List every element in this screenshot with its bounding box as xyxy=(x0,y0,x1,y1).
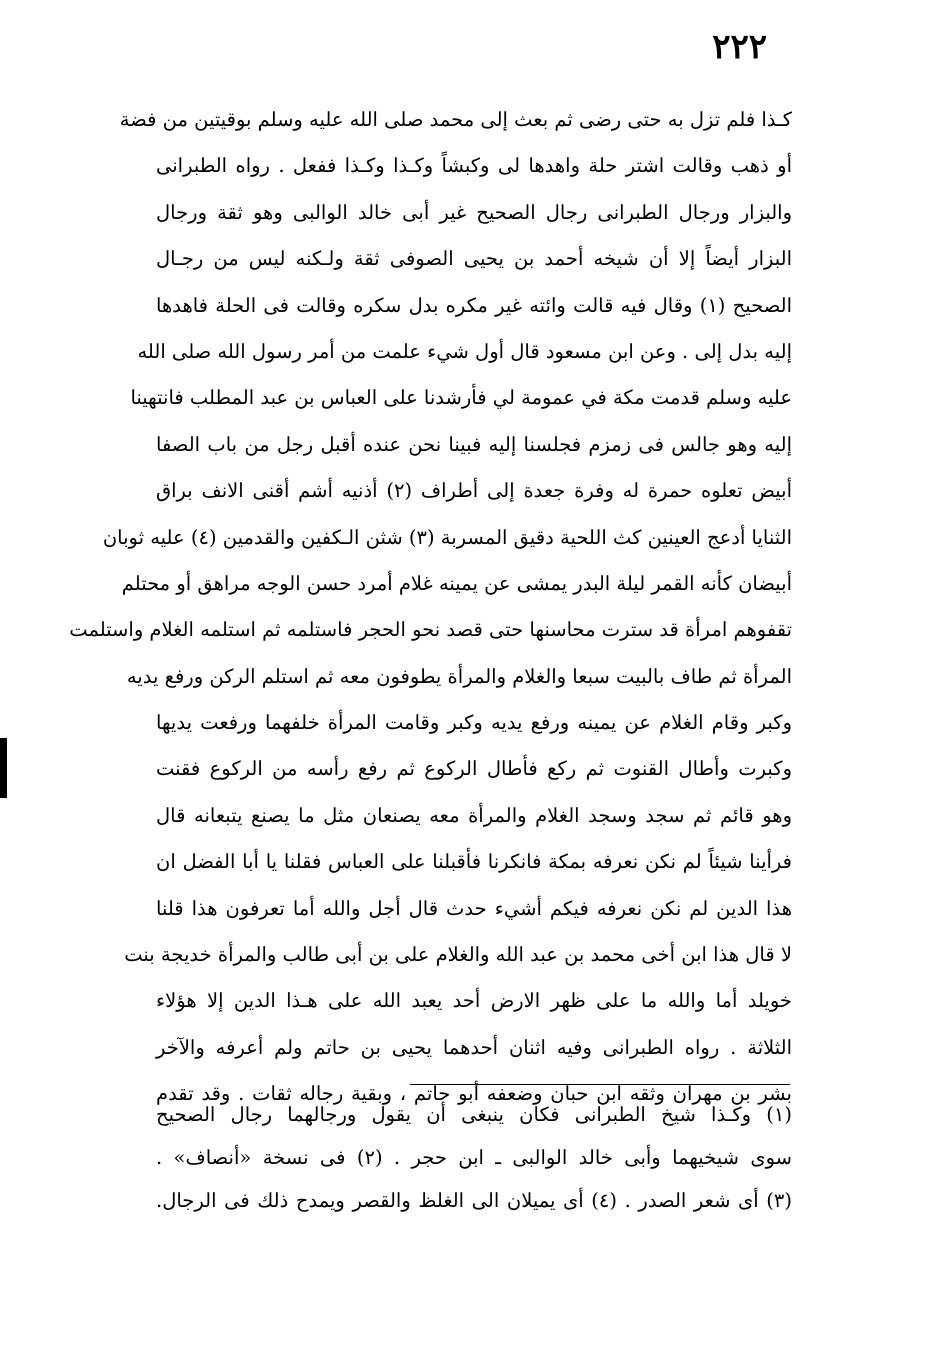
text-line: الصحيح (١) وقال فيه قالت وائته غير مكره بدل سكره وقالت فى الحلة فاهدها xyxy=(156,293,792,317)
footnote-line: (٣) أى شعر الصدر . (٤) أى يميلان الى الغلظ والقصر ويمدح ذلك فى الرجال. xyxy=(156,1189,793,1212)
text-line: الثنايا أدعج العينين كث اللحية دقيق المسربة (٣) شثن الـكفين والقدمين (٤) عليه ثوبان xyxy=(102,525,792,549)
page-number: ٢٢٢ xyxy=(712,27,767,67)
text-line: وكبر وقام الغلام عن يمينه ورفع يديه وكبر وقامت المرأة خلفهما ورفعت يديها xyxy=(156,711,792,735)
text-line: خويلد أما والله ما على ظهر الارض أحد يعبد الله على هـذا الدين إلا هؤلاء xyxy=(156,989,792,1013)
text-line: عليه وسلم قدمت مكة في عمومة لي فأرشدنا على العباس بن عبد المطلب فانتهينا xyxy=(130,386,792,410)
text-line: وهو قائم ثم سجد وسجد الغلام والمرأة معه يصنعان مثل ما يصنع يتبعانه قال xyxy=(156,803,792,827)
text-line: أبيضان كأنه القمر ليلة البدر يمشى عن يمينه غلام أمرد حسن الوجه مراهق أو محتلم xyxy=(121,571,792,595)
text-line: لا قال هذا ابن أخى محمد بن عبد الله والغلام على بن أبى طالب والمرأة خديجة بنت xyxy=(124,943,792,967)
text-line: إليه وهو جالس فى زمزم فجلسنا إليه فبينا نحن عنده أقبل رجل من باب الصفا xyxy=(156,432,792,456)
text-line: بشر بن مهران وثقه ابن حبان وضعفه أبو حاتم ، وبقية رجاله ثقات . وقد تقدم xyxy=(156,1082,792,1106)
footnotes xyxy=(156,1095,792,1224)
text-line: تقفوهم امرأة قد سترت محاسنها حتى قصد نحو الحجر فاستلمه ثم استلمه الغلام واستلمت xyxy=(69,618,792,642)
footnote-line: (١) وكـذا شيخ الطبرانى فكان ينبغى أن يقول ورجالهما رجال الصحيح xyxy=(156,1103,792,1126)
scan-edge-mark xyxy=(0,738,7,798)
text-line: وكبرت وأطال القنوت ثم ركع فأطال الركوع ثم رفع رأسه من الركوع فقنت xyxy=(156,757,792,781)
text-line: أبيض تعلوه حمرة له وفرة جعدة إلى أطراف (٢) أذنيه أشم أقنى الانف براق xyxy=(156,479,792,503)
text-line: فرأينا شيئاً لم نكن نعرفه بمكة فانكرنا فأقبلنا على العباس فقلنا يا أبا الفضل ان xyxy=(156,850,792,874)
text-line: أو ذهب وقالت اشتر حلة واهدها لى وكبشاً وكـذا وكـذا ففعل . رواه الطبرانى xyxy=(156,154,792,178)
text-line: المرأة ثم طاف بالبيت سبعا والغلام والمرأة يطوفون معه ثم استلم الركن ورفع يديه xyxy=(126,664,792,688)
text-line: البزار أيضاً إلا أن شيخه أحمد بن يحيى الصوفى ثقة ولـكنه ليس من رجـال xyxy=(156,247,792,271)
footnote-line: سوى شيخيهما وأبى خالد الوالبى ـ ابن حجر . (٢) فى نسخة «أنصاف» . xyxy=(156,1146,792,1169)
main-text xyxy=(69,100,792,1121)
text-line: والبزار ورجال الطبرانى رجال الصحيح غير أبى خالد الوالبى وهو ثقة ورجال xyxy=(156,200,792,224)
text-line: الثلاثة . رواه الطبرانى وفيه اثنان أحدهما يحيى بن حاتم ولم أعرفه والآخر xyxy=(156,1035,792,1059)
text-line: كـذا فلم تزل به حتى رضى ثم بعث إلى محمد صلى الله عليه وسلم بوقيتين من فضة xyxy=(119,108,792,131)
text-line: إليه بدل إلى . وعن ابن مسعود قال أول شيء علمت من أمر رسول الله صلى الله xyxy=(137,339,792,363)
footnote-separator xyxy=(410,1084,790,1085)
text-line: هذا الدين لم نكن نعرفه فيكم أشيء حدث قال أجل والله أما تعرفون هذا قلنا xyxy=(156,896,792,920)
